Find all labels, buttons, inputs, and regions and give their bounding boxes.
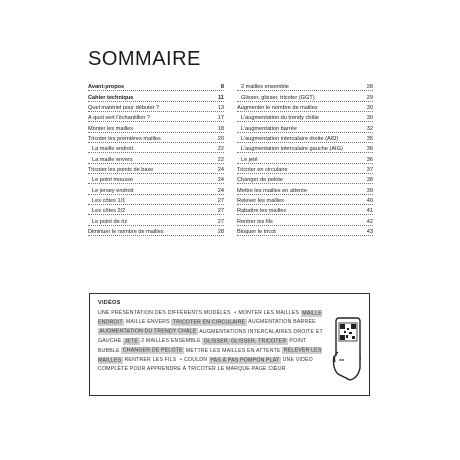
toc-entry-page: 27 <box>217 198 224 205</box>
toc-entry-page: 36 <box>366 156 373 163</box>
video-item: AUGMENTATION DU TRENDY CHÂLE <box>99 328 197 335</box>
toc-entry-page: 36 <box>366 146 373 153</box>
toc-entry <box>237 102 373 112</box>
toc-entry-label: L'augmentation intercalaire gauche (AIG) <box>241 146 343 153</box>
toc-entry <box>237 226 373 236</box>
toc-entry-page: 24 <box>217 187 224 194</box>
toc-entry-label: Tricoter en circulaire <box>237 167 288 174</box>
toc-right-column <box>237 81 373 236</box>
toc-entry-page: 32 <box>366 125 373 132</box>
toc-entry-page: 28 <box>366 84 373 91</box>
toc-entry <box>237 164 373 174</box>
phone-qr-icon <box>330 316 366 382</box>
toc-entry-page: 27 <box>217 208 224 215</box>
toc-entry <box>88 215 224 225</box>
toc-entry-page: 30 <box>366 115 373 122</box>
toc-left-column <box>88 81 224 236</box>
toc-entry <box>237 153 373 163</box>
toc-entry-page: 20 <box>217 136 224 143</box>
toc-entry <box>237 122 373 132</box>
video-item: TRICOTER EN CIRCULAIRE <box>172 319 246 326</box>
toc-entry-label: Monter les mailles <box>88 125 134 132</box>
toc-entry <box>88 153 224 163</box>
toc-entry-label: Les côtes 2/2 <box>92 208 126 215</box>
toc-entry <box>237 184 373 194</box>
video-item: GLISSER, GLISSER, TRICOTER <box>203 338 287 345</box>
toc-entry <box>88 143 224 153</box>
video-item: COULDN <box>184 357 208 364</box>
videos-box <box>89 293 370 396</box>
toc-entry-label: À quoi sert l'échantillon ? <box>88 115 151 122</box>
toc-entry <box>88 164 224 174</box>
video-item: UNE PRÉSENTATION DES DIFFÉRENTS MODÈLES <box>98 310 231 316</box>
toc-entry-page: 17 <box>217 115 224 122</box>
toc-entry <box>88 112 224 122</box>
bullet-separator: • <box>180 357 183 364</box>
toc-entry-page: 22 <box>217 156 224 163</box>
toc-entry-label: Diminuer le nombre de mailles <box>88 229 164 236</box>
toc-entry <box>237 81 373 91</box>
toc-entry-page: 24 <box>217 167 224 174</box>
toc-entry <box>88 91 224 101</box>
toc-entry-label: La maille endroit <box>92 146 134 153</box>
toc-entry-label: Mettre les mailles en attente <box>237 187 307 194</box>
toc-entry-label: Glisser, glisser, tricoter (GGT) <box>241 94 315 101</box>
toc-entry-page: 18 <box>217 125 224 132</box>
toc-entry-label: Avant-propos <box>88 84 125 91</box>
toc-entry-page: 30 <box>366 105 373 112</box>
bullet-separator: • <box>234 310 237 316</box>
toc-entry-label: Les côtes 1/1 <box>92 198 126 205</box>
video-item: MONTER LES MAILLES <box>238 310 300 316</box>
toc-entry-page: 38 <box>366 177 373 184</box>
toc-entry-label: La maille envers <box>92 156 133 163</box>
toc-entry-label: Quel matériel pour débuter ? <box>88 105 160 112</box>
toc-entry-label: Rentrer les fils <box>237 218 273 225</box>
toc-entry <box>237 143 373 153</box>
page-title: SOMMAIRE <box>88 48 201 70</box>
toc-entry-page: 8 <box>220 84 224 91</box>
video-item: AUGMENTATIONS INTERCALAIRES DROITE ET GAUCHE <box>98 328 323 345</box>
video-item: METTRE LES MAILLES EN ATTENTE <box>185 347 281 354</box>
toc-entry-label: Le jeté <box>241 156 258 163</box>
toc-entry-page: 39 <box>366 187 373 194</box>
toc-entry-label: L'augmentation barrée <box>241 125 297 132</box>
videos-list <box>98 309 324 375</box>
toc-entry-label: L'augmentation du trendy châle <box>241 115 319 122</box>
toc-entry <box>237 174 373 184</box>
toc-entry-page: 24 <box>217 177 224 184</box>
toc-entry-label: 2 mailles ensemble <box>241 84 289 91</box>
video-item: CHANGER DE PELOTE <box>122 347 183 354</box>
toc-entry <box>88 102 224 112</box>
toc-entry-page: 13 <box>217 105 224 112</box>
toc-entry-page: 11 <box>218 94 224 101</box>
toc-entry-label: Tricoter les points de base <box>88 167 154 174</box>
toc-entry <box>88 205 224 215</box>
toc-entry-page: 22 <box>217 146 224 153</box>
toc-entry <box>88 122 224 132</box>
toc-entry <box>237 195 373 205</box>
toc-entry <box>237 91 373 101</box>
toc-entry-label: Augmenter le nombre de mailles <box>237 105 318 112</box>
toc-entry-label: Rabattre les mailles <box>237 208 287 215</box>
toc-entry-label: L'augmentation intercalaire droite (AID) <box>241 136 339 143</box>
toc-entry-label: Relever les mailles <box>237 198 284 205</box>
toc-entry <box>237 215 373 225</box>
video-item: POINT BUBBLE <box>98 338 307 354</box>
toc-entry-page: 43 <box>366 229 373 236</box>
toc-entry-page: 37 <box>366 167 373 174</box>
toc-entry <box>237 112 373 122</box>
toc-entry-page: 29 <box>366 94 373 101</box>
video-item: RELEVER LES MAILLES <box>98 347 322 364</box>
videos-heading: VIDÉOS <box>98 300 121 306</box>
video-item: RENTRER LES FILS <box>124 357 177 364</box>
toc-entry <box>237 133 373 143</box>
toc-entry <box>88 81 224 91</box>
toc-entry-label: Le point mousse <box>92 177 134 184</box>
toc-entry-label: Le point de riz <box>92 218 128 225</box>
toc-entry-page: 28 <box>217 229 224 236</box>
video-item: PAS À PAS POMPON PLAT <box>210 357 280 364</box>
toc-entry-label: Le jersey endroit <box>92 187 134 194</box>
toc-entry <box>237 205 373 215</box>
video-item: JETÉ <box>124 338 139 345</box>
toc-entry <box>88 184 224 194</box>
toc-entry <box>88 226 224 236</box>
toc-entry-label: Tricoter les premières mailles <box>88 136 161 143</box>
toc-entry-page: 42 <box>366 218 373 225</box>
toc-entry-page: 40 <box>366 198 373 205</box>
toc-entry-page: 41 <box>366 208 373 215</box>
toc-entry <box>88 133 224 143</box>
video-item: MAILLE ENDROIT <box>98 310 322 326</box>
video-item: UNE VIDÉO COMPLÈTE POUR APPRENDRE À TRICOTER LE MARQUE-PAGE CŒUR <box>98 357 313 373</box>
toc-entry-label: Bloquer le tricot <box>237 229 276 236</box>
toc-entry-page: 27 <box>217 218 224 225</box>
video-item: AUGMENTATION BARRÉE <box>248 319 316 326</box>
toc-entry-page: 35 <box>366 136 373 143</box>
toc-entry <box>88 195 224 205</box>
video-item: 2 MAILLES ENSEMBLE <box>141 338 201 345</box>
video-item: MAILLE ENVERS <box>125 319 170 326</box>
toc-entry-label: Cahier technique <box>88 94 134 101</box>
toc-entry <box>88 174 224 184</box>
toc-entry-label: Changer de pelote <box>237 177 284 184</box>
